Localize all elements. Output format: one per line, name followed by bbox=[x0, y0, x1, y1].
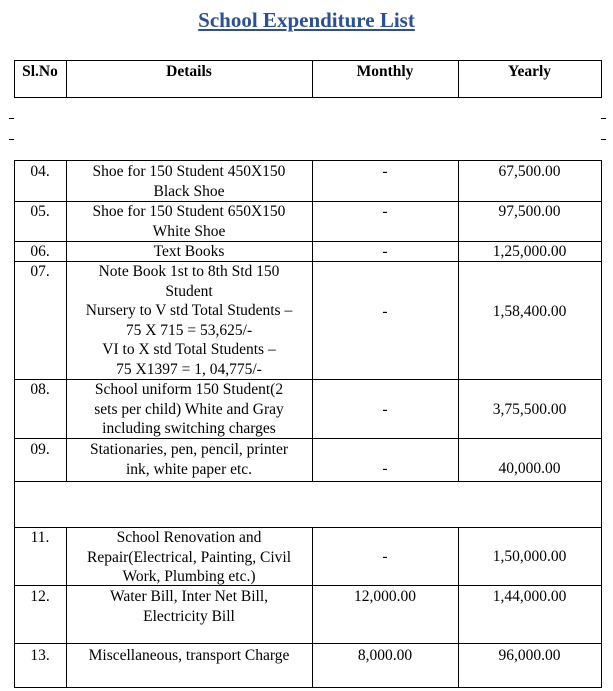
row-08-sl: 08. bbox=[30, 381, 50, 398]
row-13-yearly: 96,000.00 bbox=[498, 647, 561, 664]
row-12-yearly: 1,44,000.00 bbox=[492, 588, 567, 605]
row-11-yearly: 1,50,000.00 bbox=[492, 548, 567, 565]
header-details: Details bbox=[166, 63, 212, 80]
row-border bbox=[14, 643, 602, 644]
page-break-mark bbox=[9, 118, 14, 119]
col-border bbox=[601, 527, 602, 688]
page-title: School Expenditure List bbox=[198, 8, 415, 32]
row-07-yearly: 1,58,400.00 bbox=[492, 303, 567, 320]
row-08-yearly: 3,75,500.00 bbox=[492, 401, 567, 418]
row-05-sl: 05. bbox=[30, 203, 50, 220]
row-06-monthly: - bbox=[382, 243, 388, 260]
row-04-yearly: 67,500.00 bbox=[498, 163, 561, 180]
row-07-sl: 07. bbox=[30, 263, 50, 280]
row-09-details: Stationaries, pen, pencil, printer ink, white paper etc. bbox=[90, 441, 288, 478]
row-06-sl: 06. bbox=[30, 243, 50, 260]
page-break-mark bbox=[601, 118, 606, 119]
row-13-details: Miscellaneous, transport Charge bbox=[88, 647, 290, 664]
row-07-monthly: - bbox=[382, 303, 388, 320]
header-sl-no: Sl.No bbox=[22, 63, 58, 80]
row-04-sl: 04. bbox=[30, 163, 50, 180]
header-bottom-border bbox=[14, 97, 602, 98]
row-05-details: Shoe for 150 Student 650X150 White Shoe bbox=[92, 203, 286, 240]
row-09-yearly: 40,000.00 bbox=[498, 460, 561, 477]
header-yearly: Yearly bbox=[507, 63, 552, 80]
page-break-mark bbox=[9, 139, 14, 140]
row-08-details: School uniform 150 Student(2 sets per child) White and Gray including switching charges bbox=[94, 381, 284, 437]
row-12-sl: 12. bbox=[30, 588, 50, 605]
table-top-border bbox=[14, 60, 602, 61]
page-break-mark bbox=[601, 139, 606, 140]
row-11-monthly: - bbox=[382, 548, 388, 565]
row-06-details: Text Books bbox=[153, 243, 225, 260]
row-05-yearly: 97,500.00 bbox=[498, 203, 561, 220]
col-border bbox=[601, 60, 602, 98]
header-monthly: Monthly bbox=[356, 63, 414, 80]
col-border bbox=[14, 481, 15, 527]
col-border bbox=[601, 481, 602, 527]
row-04-details: Shoe for 150 Student 450X150 Black Shoe bbox=[92, 163, 286, 200]
row-08-monthly: - bbox=[382, 401, 388, 418]
row-09-monthly: - bbox=[382, 460, 388, 477]
row-09-sl: 09. bbox=[30, 441, 50, 458]
row-11-details: School Renovation and Repair(Electrical, Painting, Civil Work, Plumbing etc.) bbox=[86, 529, 292, 585]
row-11-sl: 11. bbox=[30, 529, 50, 546]
table-bottom-border bbox=[14, 687, 602, 688]
row-04-monthly: - bbox=[382, 163, 388, 180]
row-05-monthly: - bbox=[382, 203, 388, 220]
row-06-yearly: 1,25,000.00 bbox=[492, 243, 567, 260]
row-13-sl: 13. bbox=[30, 647, 50, 664]
col-border bbox=[601, 160, 602, 481]
row-border bbox=[14, 481, 602, 482]
row-12-monthly: 12,000.00 bbox=[354, 588, 416, 605]
row-13-monthly: 8,000.00 bbox=[357, 647, 413, 664]
row-07-details: Note Book 1st to 8th Std 150 Student Nursery to V std Total Students – 75 X 715 = 53,625/- VI to X std Total Students – 75 X1397 = 1, 04,775/- bbox=[85, 263, 293, 378]
row-border bbox=[14, 160, 602, 161]
row-12-details: Water Bill, Inter Net Bill, Electricity Bill bbox=[109, 588, 269, 625]
